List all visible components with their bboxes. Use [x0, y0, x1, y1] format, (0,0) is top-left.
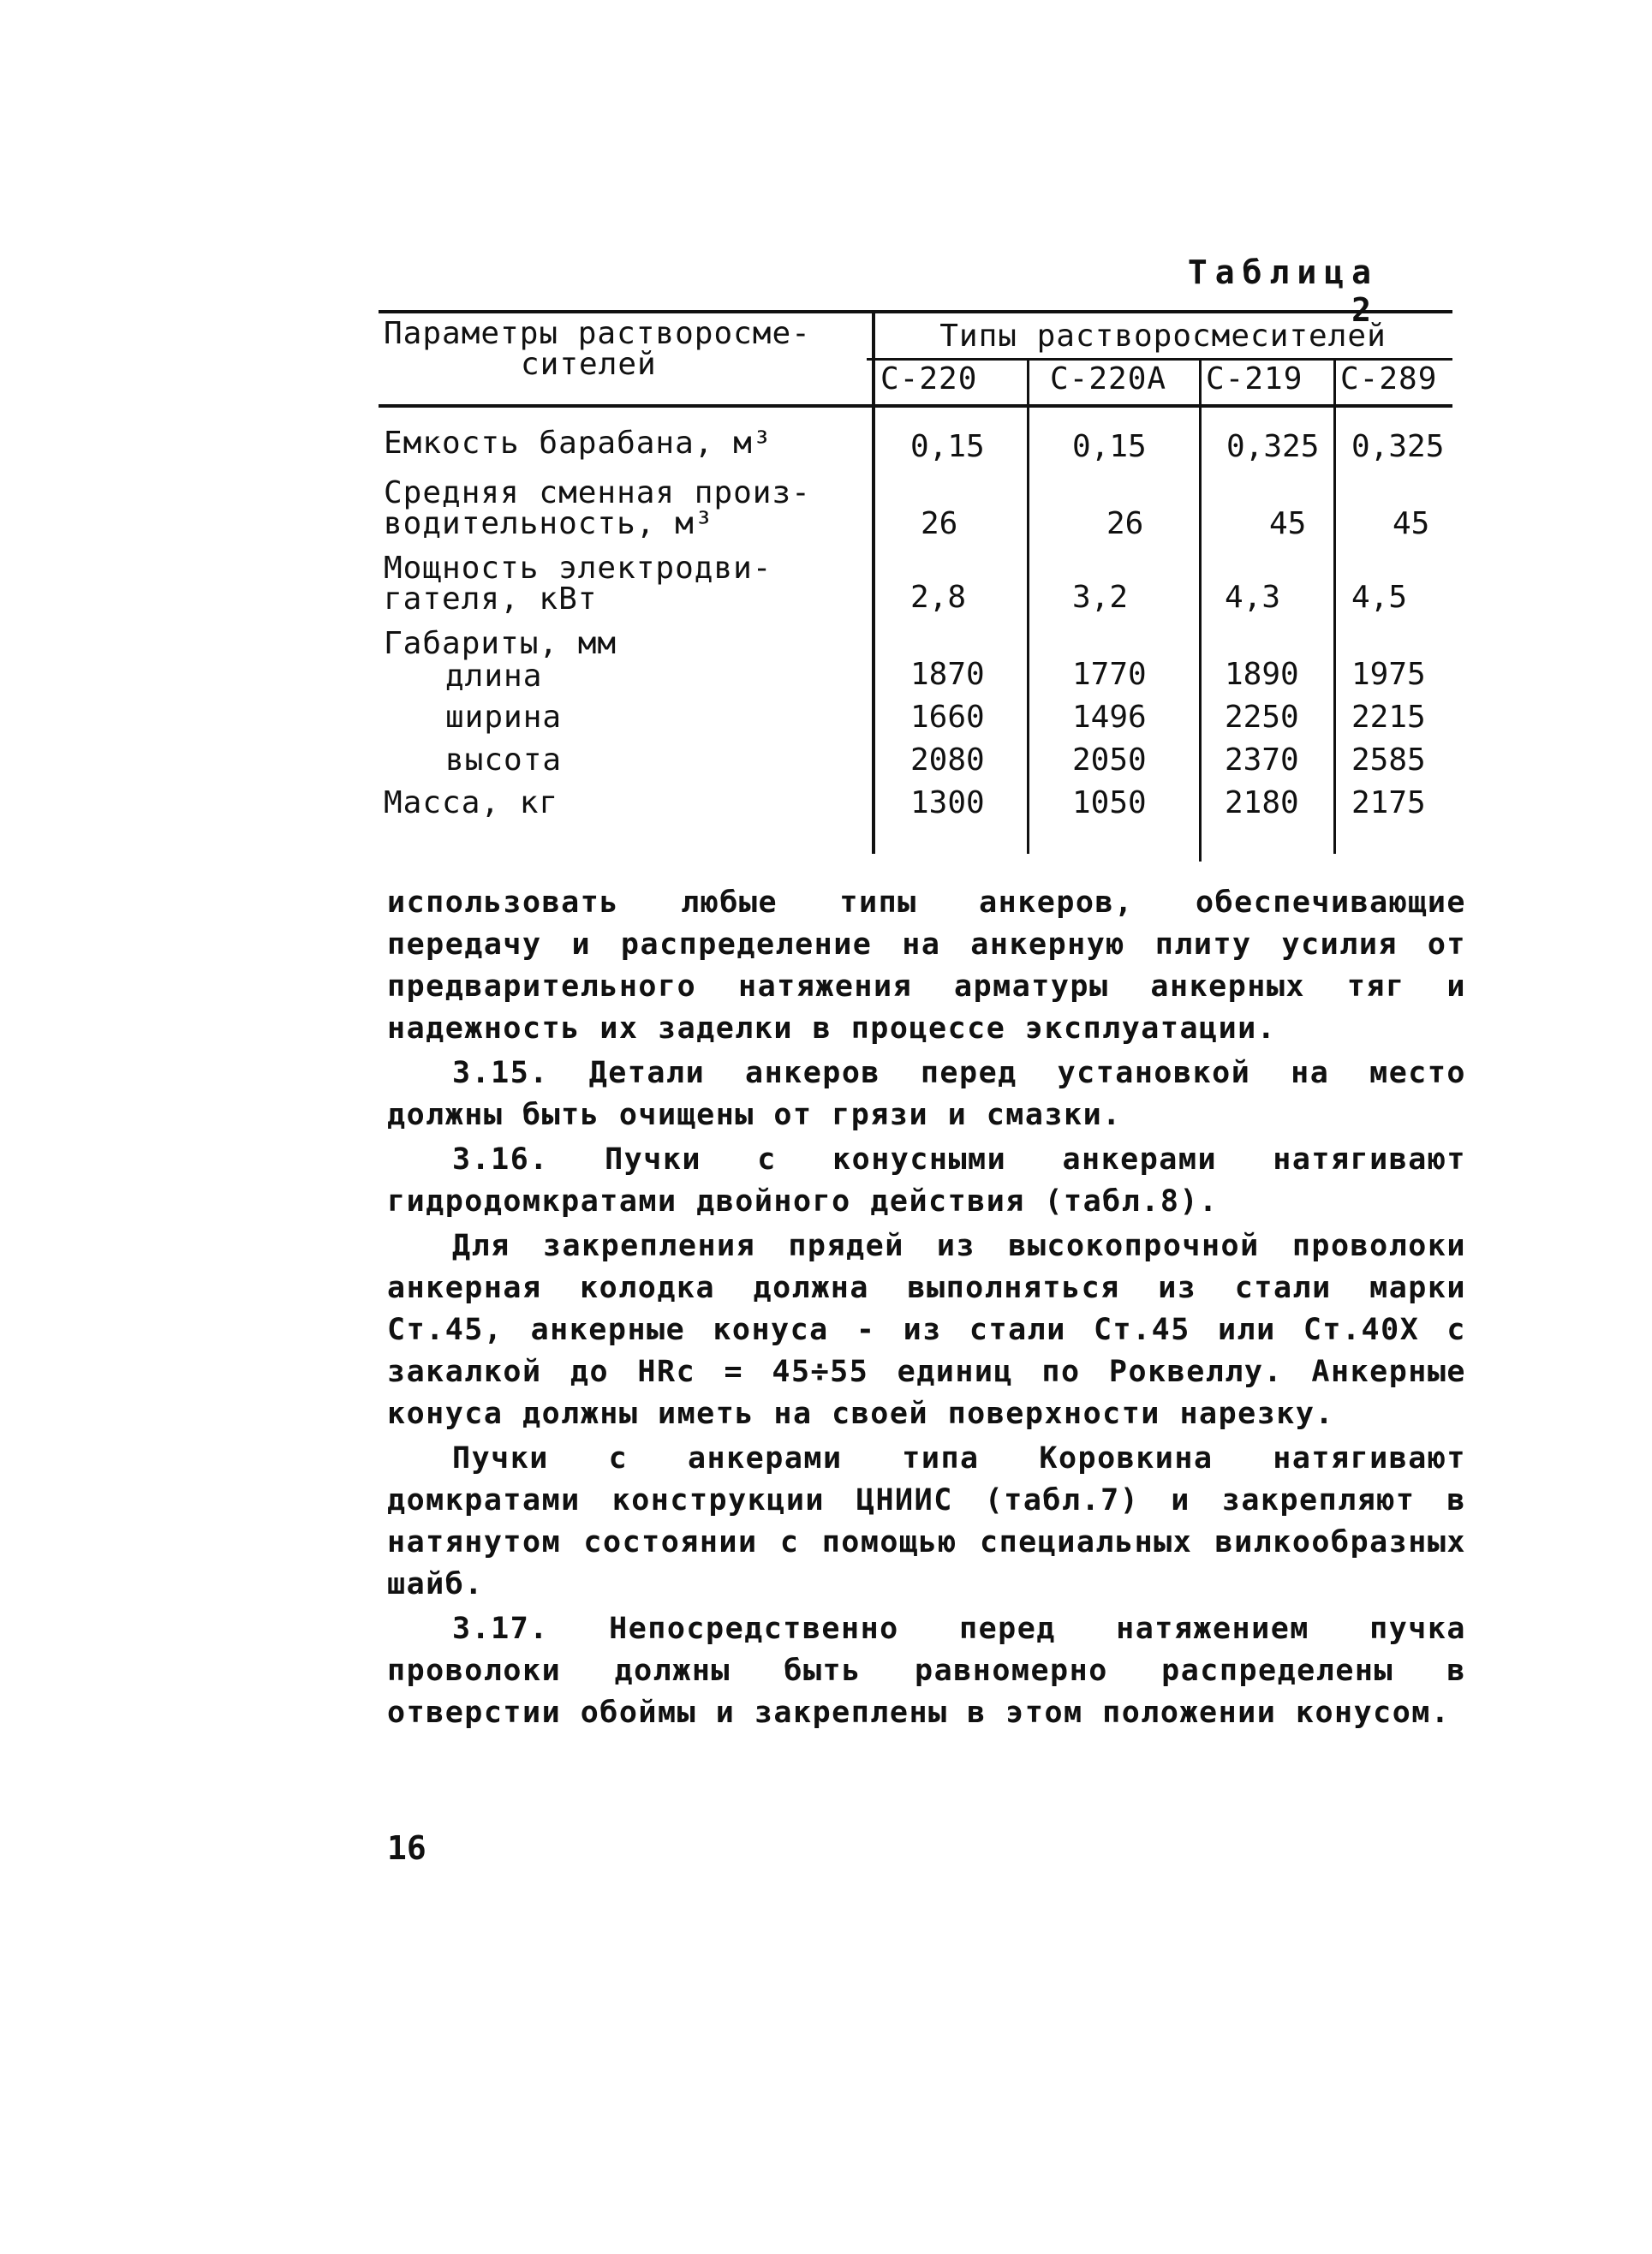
table-divider-c219	[1199, 360, 1202, 862]
cell-mass-c289: 2175	[1351, 785, 1426, 820]
cell-power-c289: 4,5	[1351, 580, 1408, 615]
cell-power-c219: 4,3	[1225, 580, 1281, 615]
cell-length-c289: 1975	[1351, 657, 1426, 692]
cell-width-c219: 2250	[1225, 700, 1299, 735]
param-header-line2: сителей	[521, 347, 657, 382]
cell-width-c220: 1660	[910, 700, 985, 735]
table-header-bottom-rule	[379, 404, 1452, 408]
cell-capacity-c219: 0,325	[1226, 429, 1320, 464]
row-label-length: длина	[445, 659, 543, 694]
table-top-rule	[379, 310, 1452, 313]
cell-length-c219: 1890	[1225, 657, 1299, 692]
cell-length-c220: 1870	[910, 657, 985, 692]
paragraph-3-16: 3.16. Пучки с конусными анкерами натягивают гидродомкратами двойного действия (табл.8).	[387, 1142, 1466, 1219]
paragraph-strand-anchoring: Для закрепления прядей из высокопрочной проволоки анкерная колодка должна выполняться из стали марки Ст.45, анкерные конуса - из стали Ст.45 или Ст.40Х с закалкой до HRc = 45÷55 единиц по Роквеллу. Анкерные конуса должны иметь на своей поверхности нарезку.	[387, 1229, 1466, 1431]
model-c219: С-219	[1206, 361, 1303, 397]
cell-height-c220: 2080	[910, 742, 985, 778]
table-label: Таблица	[1187, 253, 1379, 291]
row-label-dimensions: Габариты, мм	[384, 626, 617, 661]
row-label-productivity-2: водительность, м³	[384, 506, 714, 541]
paragraph-continuation: использовать любые типы анкеров, обеспечивающие передачу и распределение на анкерную плиту усилия от предварительного натяжения арматуры анкерных тяг и надежность их заделки в процессе эксплуатации.	[387, 886, 1466, 1046]
cell-height-c220a: 2050	[1072, 742, 1147, 778]
row-label-power-1: Мощность электродви-	[384, 551, 772, 586]
cell-productivity-c289: 45	[1393, 506, 1430, 541]
page-number: 16	[387, 1829, 426, 1867]
table-divider-c220a	[1027, 360, 1029, 854]
model-c220a: С-220А	[1050, 361, 1167, 397]
cell-power-c220: 2,8	[910, 580, 967, 615]
row-label-power-2: гателя, кВт	[384, 581, 598, 617]
cell-capacity-c220a: 0,15	[1072, 429, 1147, 464]
cell-productivity-c219: 45	[1269, 506, 1307, 541]
row-label-height: высота	[445, 742, 563, 778]
types-header-rule	[867, 358, 1452, 361]
cell-width-c289: 2215	[1351, 700, 1426, 735]
table-header-types: Типы растворосмесителей	[939, 319, 1387, 354]
row-label-mass: Масса, кг	[384, 785, 559, 820]
model-c220: С-220	[880, 361, 978, 397]
cell-height-c289: 2585	[1351, 742, 1426, 778]
cell-width-c220a: 1496	[1072, 700, 1147, 735]
cell-length-c220a: 1770	[1072, 657, 1147, 692]
cell-capacity-c289: 0,325	[1351, 429, 1445, 464]
param-header-line1: Параметры растворосме-	[384, 316, 811, 351]
table-divider-c289	[1333, 360, 1336, 854]
cell-mass-c220: 1300	[910, 785, 985, 820]
model-c289: С-289	[1340, 361, 1438, 397]
table-header-parameters	[384, 316, 863, 382]
paragraph-korovkin-anchors: Пучки с анкерами типа Коровкина натягивают домкратами конструкции ЦНИИС (табл.7) и закрепляют в натянутом состоянии с помощью специальных вилкообразных шайб.	[387, 1441, 1466, 1601]
row-label-productivity-1: Средняя сменная произ-	[384, 475, 811, 510]
table-divider-params	[872, 310, 875, 854]
row-label-width: ширина	[445, 700, 563, 735]
paragraph-3-17: 3.17. Непосредственно перед натяжением пучка проволоки должны быть равномерно распределены в отверстии обоймы и закреплены в этом положении конусом.	[387, 1612, 1466, 1730]
cell-height-c219: 2370	[1225, 742, 1299, 778]
cell-mass-c220a: 1050	[1072, 785, 1147, 820]
body-text	[387, 882, 1466, 1737]
cell-productivity-c220: 26	[921, 506, 958, 541]
cell-capacity-c220: 0,15	[910, 429, 985, 464]
cell-power-c220a: 3,2	[1072, 580, 1129, 615]
cell-mass-c219: 2180	[1225, 785, 1299, 820]
cell-productivity-c220a: 26	[1106, 506, 1144, 541]
paragraph-3-15: 3.15. Детали анкеров перед установкой на место должны быть очищены от грязи и смазки.	[387, 1056, 1466, 1132]
row-label-drum-capacity: Емкость барабана, м³	[384, 426, 772, 461]
